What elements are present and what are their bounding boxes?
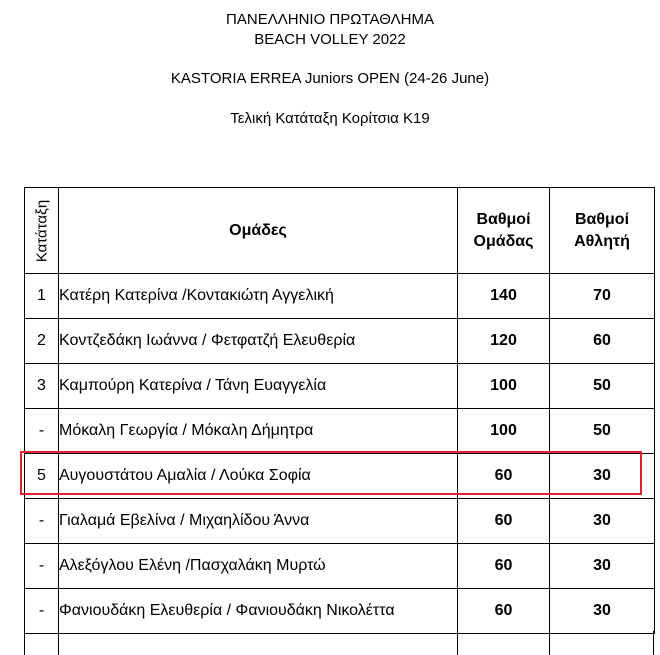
teams-column-header: Ομάδες (59, 188, 458, 274)
team-points-cell: 100 (458, 409, 550, 454)
athlete-points-cell: 30 (550, 454, 655, 499)
rank-cell: 3 (25, 364, 59, 409)
team-cell: Γιαλαμά Εβελίνα / Μιχαηλίδου Άννα (59, 499, 458, 544)
cut-off-table-row (24, 631, 654, 655)
table-row-highlighted (25, 454, 655, 499)
athlete-points-cell: 50 (550, 364, 655, 409)
rank-cell: - (25, 589, 59, 634)
team-cell: Κατέρη Κατερίνα /Κοντακιώτη Αγγελική (59, 274, 458, 319)
team-points-cell: 140 (458, 274, 550, 319)
rank-cell: 2 (25, 319, 59, 364)
athlete-points-cell: 50 (550, 409, 655, 454)
table-row (25, 589, 655, 634)
standings-table (24, 187, 655, 634)
athlete-points-cell: 30 (550, 544, 655, 589)
table-row (25, 499, 655, 544)
team-points-cell: 60 (458, 589, 550, 634)
table-row (25, 409, 655, 454)
team-cell: Φανιουδάκη Ελευθερία / Φανιουδάκη Νικολέττα (59, 589, 458, 634)
rank-cell: 5 (25, 454, 59, 499)
team-cell: Κοντζεδάκη Ιωάννα / Φετφατζή Ελευθερία (59, 319, 458, 364)
team-points-column-header: Βαθμοί Ομάδας (458, 188, 550, 274)
athlete-points-cell: 30 (550, 589, 655, 634)
athlete-points-cell: 70 (550, 274, 655, 319)
table-row (25, 319, 655, 364)
table-header-row (25, 188, 655, 274)
standings-subtitle: Τελική Κατάταξη Κορίτσια Κ19 (230, 110, 430, 127)
rank-cell: - (25, 499, 59, 544)
rank-cell: - (25, 544, 59, 589)
team-cell: Μόκαλη Γεωργία / Μόκαλη Δήμητρα (59, 409, 458, 454)
championship-title: ΠΑΝΕΛΛΗΝΙΟ ΠΡΩΤΑΘΛΗΜΑ (226, 11, 434, 28)
championship-year: BEACH VOLLEY 2022 (254, 31, 406, 48)
athlete-points-column-header: Βαθμοί Αθλητή (550, 188, 655, 274)
rank-cell: - (25, 409, 59, 454)
athlete-points-cell: 30 (550, 499, 655, 544)
team-cell: Καμπούρη Κατερίνα / Τάνη Ευαγγελία (59, 364, 458, 409)
team-points-cell: 60 (458, 499, 550, 544)
table-row (25, 364, 655, 409)
athlete-points-cell: 60 (550, 319, 655, 364)
rank-column-header: Κατάταξη (25, 188, 59, 274)
team-points-cell: 60 (458, 544, 550, 589)
team-cell: Αλεξόγλου Ελένη /Πασχαλάκη Μυρτώ (59, 544, 458, 589)
table-row (25, 544, 655, 589)
event-name: KASTORIA ERREA Juniors OPEN (24-26 June) (170, 70, 490, 87)
rank-cell: 1 (25, 274, 59, 319)
team-points-cell: 60 (458, 454, 550, 499)
team-cell: Αυγουστάτου Αμαλία / Λούκα Σοφία (59, 454, 458, 499)
team-points-cell: 120 (458, 319, 550, 364)
table-row (25, 274, 655, 319)
team-points-cell: 100 (458, 364, 550, 409)
